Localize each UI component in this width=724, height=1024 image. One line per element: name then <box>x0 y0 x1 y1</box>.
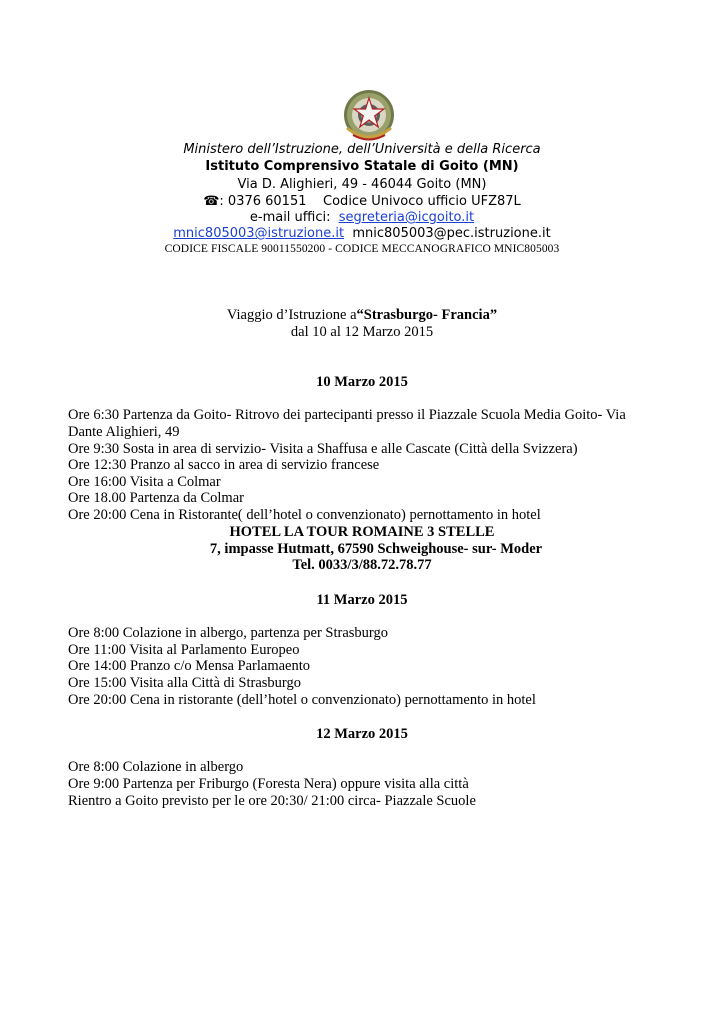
telephone-icon: ☎ <box>203 194 220 209</box>
day2-line: Ore 20:00 Cena in ristorante (dell’hotel o convenzionato) pernottamento in hotel <box>68 692 536 708</box>
school-name: Istituto Comprensivo Statale di Goito (MN) <box>205 159 519 174</box>
day3-line: Ore 9:00 Partenza per Friburgo (Foresta Nera) oppure visita alla città <box>68 776 469 792</box>
day3-line: Ore 8:00 Colazione in albergo <box>68 759 244 775</box>
email-line <box>0 210 724 225</box>
email-istruzione-link[interactable]: mnic805003@istruzione.it <box>173 226 345 241</box>
email-pec: mnic805003@pec.istruzione.it <box>352 226 551 241</box>
italian-republic-emblem-icon <box>341 88 397 146</box>
day2-heading: 11 Marzo 2015 <box>316 592 408 608</box>
day3-heading: 12 Marzo 2015 <box>316 726 408 742</box>
email-label: e-mail uffici: <box>249 210 331 225</box>
day2-line: Ore 8:00 Colazione in albergo, partenza per Strasburgo <box>68 625 388 641</box>
day2-line: Ore 15:00 Visita alla Città di Strasburgo <box>68 675 301 691</box>
day2-line: Ore 11:00 Visita al Parlamento Europeo <box>68 642 300 658</box>
hotel-phone: Tel. 0033/3/88.72.78.77 <box>292 557 432 573</box>
phone-number: : 0376 60151 <box>219 194 307 209</box>
trip-title <box>0 307 724 324</box>
trip-title-prefix: Viaggio d’Istruzione a <box>226 307 357 323</box>
day1-line: Ore 18.00 Partenza da Colmar <box>68 490 244 506</box>
trip-dates: dal 10 al 12 Marzo 2015 <box>290 324 434 340</box>
codice-univoco: Codice Univoco ufficio UFZ87L <box>323 194 521 209</box>
hotel-name: HOTEL LA TOUR ROMAINE 3 STELLE <box>229 524 495 540</box>
codici-line: CODICE FISCALE 90011550200 - CODICE MECCANOGRAFICO MNIC805003 <box>164 243 560 255</box>
day1-line: Ore 12:30 Pranzo al sacco in area di servizio francese <box>68 457 380 473</box>
day1-line: Ore 16:00 Visita a Colmar <box>68 474 221 490</box>
day1-line: Dante Alighieri, 49 <box>68 424 180 440</box>
school-address: Via D. Alighieri, 49 - 46044 Goito (MN) <box>237 177 487 192</box>
day1-line: Ore 9:30 Sosta in area di servizio- Visita a Shaffusa e alle Cascate (Città della Svizzera) <box>68 441 578 457</box>
day1-heading: 10 Marzo 2015 <box>316 374 408 390</box>
day1-line: Ore 6:30 Partenza da Goito- Ritrovo dei partecipanti presso il Piazzale Scuola Media Goito- Via <box>68 407 626 423</box>
ministry-name: Ministero dell’Istruzione, dell’Università e della Ricerca <box>183 142 541 157</box>
trip-destination: “Strasburgo- Francia” <box>356 307 498 323</box>
phone-line <box>0 194 724 209</box>
day3-line: Rientro a Goito previsto per le ore 20:30/ 21:00 circa- Piazzale Scuole <box>68 793 476 809</box>
day2-line: Ore 14:00 Pranzo c/o Mensa Parlamaento <box>68 658 310 674</box>
hotel-address: 7, impasse Hutmatt, 67590 Schweighouse- sur- Moder <box>209 541 543 557</box>
email-line-2 <box>0 226 724 241</box>
day1-line: Ore 20:00 Cena in Ristorante( dell’hotel o convenzionato) pernottamento in hotel <box>68 507 541 523</box>
email-segreteria-link[interactable]: segreteria@icgoito.it <box>338 210 475 225</box>
